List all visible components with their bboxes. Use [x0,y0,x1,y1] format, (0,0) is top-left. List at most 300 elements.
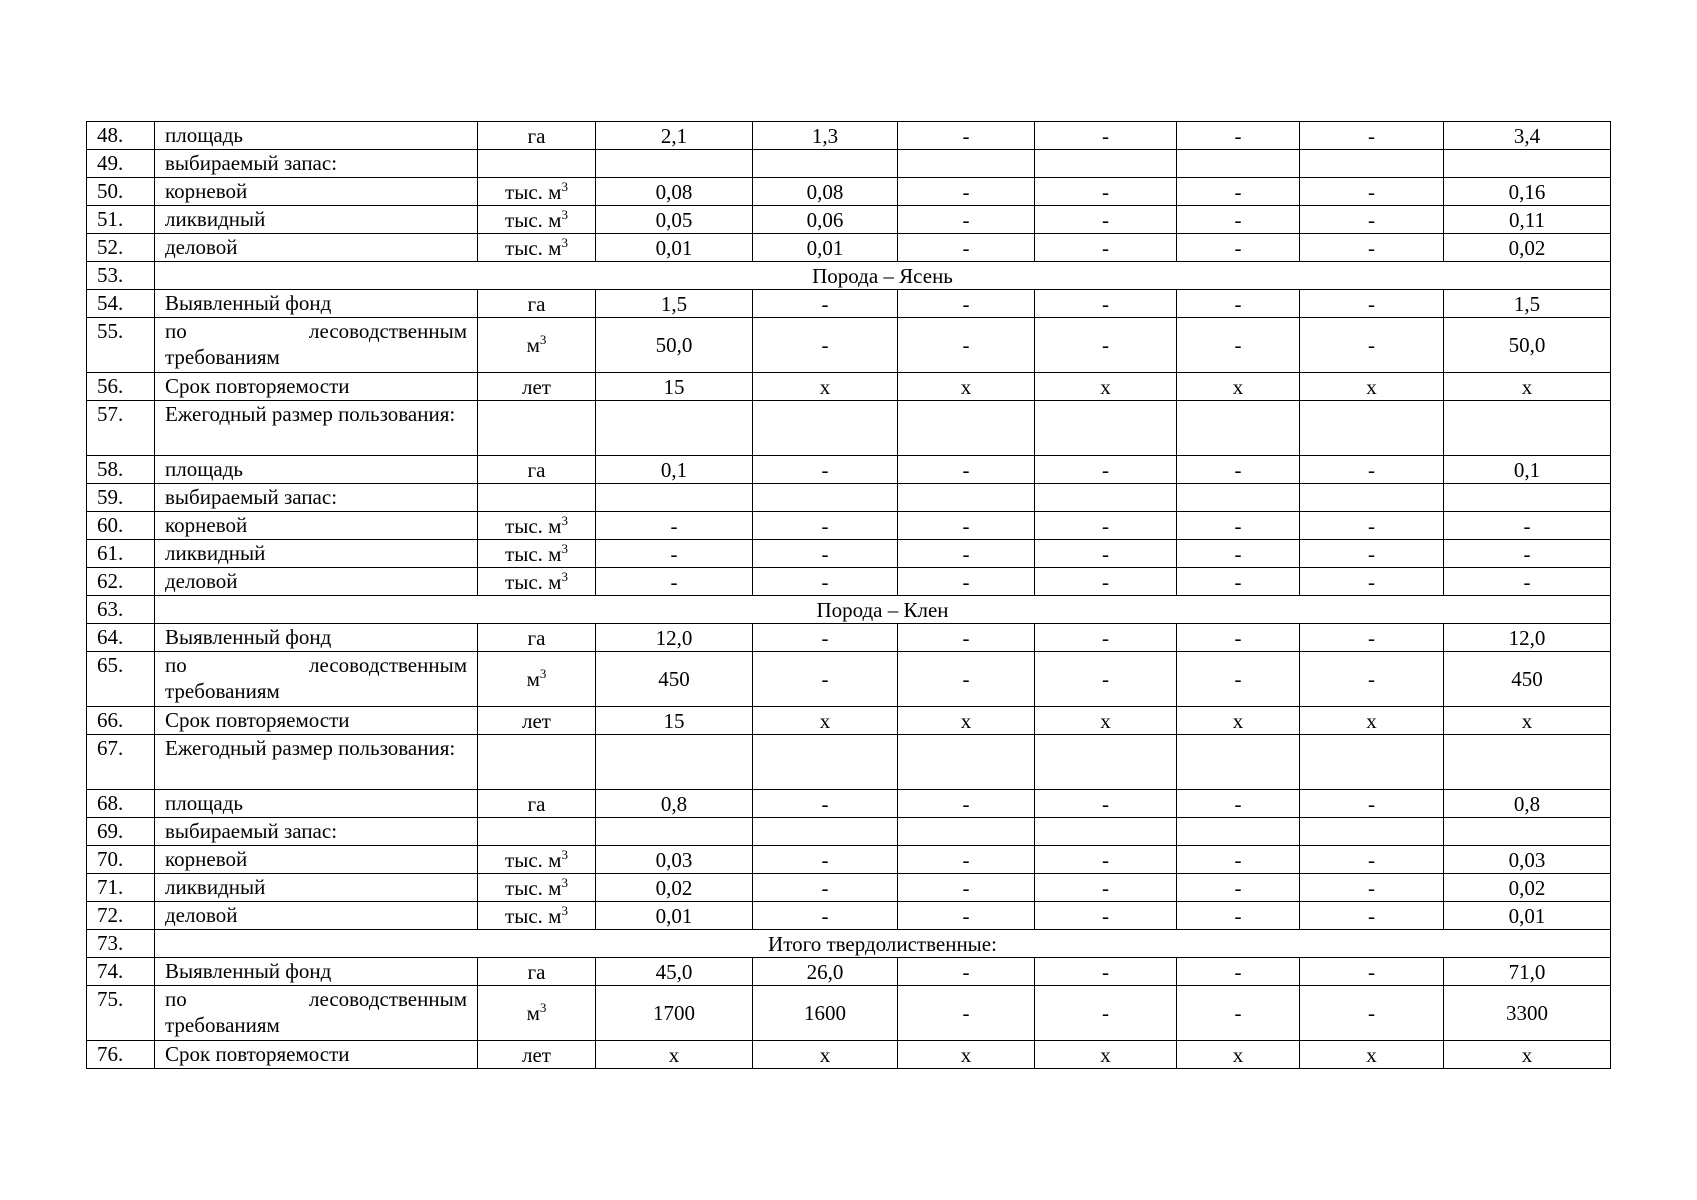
value-cell: 0,02 [1444,874,1611,902]
row-number: 60. [87,512,155,540]
value-cell: 1,5 [1444,290,1611,318]
value-cell: - [753,624,898,652]
row-number: 75. [87,986,155,1041]
value-cell: - [753,540,898,568]
value-cell [1035,735,1177,790]
value-cell: - [753,874,898,902]
unit-cell [478,318,596,373]
row-number: 68. [87,790,155,818]
value-cell: 12,0 [596,624,753,652]
value-cell: 0,02 [1444,234,1611,262]
value-cell: 0,01 [596,234,753,262]
indicator-name: по лесоводственным требованиям [155,318,478,373]
indicator-name: ликвидный [155,540,478,568]
value-cell: - [898,456,1035,484]
value-cell: - [898,540,1035,568]
value-cell: - [1300,624,1444,652]
value-cell: - [1300,206,1444,234]
value-cell: х [1444,1041,1611,1069]
value-cell: х [1035,707,1177,735]
value-cell: х [898,373,1035,401]
value-cell: - [898,234,1035,262]
value-cell: х [1300,707,1444,735]
value-cell: - [1300,568,1444,596]
value-cell: - [1035,624,1177,652]
unit-label: м [526,1001,540,1025]
value-cell: - [1444,512,1611,540]
value-cell: х [1300,1041,1444,1069]
unit-label: га [527,625,546,650]
value-cell: - [1177,652,1300,707]
unit-label: м [526,333,540,357]
indicator-name: Срок повторяемости [155,1041,478,1069]
table-body [87,122,1611,1069]
row-number: 49. [87,150,155,178]
value-cell: - [1177,178,1300,206]
value-cell: 0,16 [1444,178,1611,206]
value-cell: - [1300,874,1444,902]
value-cell: - [898,122,1035,150]
indicator-name: корневой [155,846,478,874]
value-cell: - [1300,652,1444,707]
indicator-name: выбираемый запас: [155,818,478,846]
indicator-name: Срок повторяемости [155,707,478,735]
value-cell: 0,02 [596,874,753,902]
table-row [87,456,1611,484]
unit-cell [478,790,596,818]
value-cell: - [1300,512,1444,540]
value-cell: - [1035,540,1177,568]
value-cell [898,150,1035,178]
value-cell: х [1177,1041,1300,1069]
value-cell: - [1300,234,1444,262]
table-row [87,986,1611,1041]
value-cell: - [1177,318,1300,373]
value-cell: - [753,790,898,818]
value-cell [898,818,1035,846]
value-cell [596,484,753,512]
row-number: 50. [87,178,155,206]
value-cell: 26,0 [753,958,898,986]
value-cell [1035,401,1177,456]
value-cell: - [1177,986,1300,1041]
row-number: 58. [87,456,155,484]
value-cell [1177,484,1300,512]
section-row [87,930,1611,958]
unit-label: тыс. м [505,179,562,204]
row-number: 54. [87,290,155,318]
value-cell: - [1444,540,1611,568]
value-cell: 2,1 [596,122,753,150]
indicator-name: деловой [155,234,478,262]
value-cell [1300,735,1444,790]
value-cell: - [1300,902,1444,930]
value-cell: - [753,318,898,373]
value-cell: 1600 [753,986,898,1041]
unit-exponent: 3 [561,178,568,194]
value-cell: 0,8 [1444,790,1611,818]
value-cell: - [753,846,898,874]
value-cell [1444,150,1611,178]
value-cell [1300,401,1444,456]
indicator-name: деловой [155,902,478,930]
value-cell [753,484,898,512]
value-cell: - [898,790,1035,818]
value-cell: - [898,902,1035,930]
unit-cell [478,568,596,596]
unit-cell [478,818,596,846]
value-cell: 1,3 [753,122,898,150]
value-cell [1300,150,1444,178]
value-cell: - [1177,846,1300,874]
unit-label: тыс. м [505,207,562,232]
value-cell: 0,03 [596,846,753,874]
table-row [87,318,1611,373]
unit-cell [478,122,596,150]
table-row [87,874,1611,902]
table-row [87,818,1611,846]
value-cell: х [1177,707,1300,735]
value-cell: 0,08 [753,178,898,206]
value-cell: - [753,456,898,484]
value-cell: - [1035,986,1177,1041]
row-number: 69. [87,818,155,846]
row-number: 63. [87,596,155,624]
unit-cell [478,540,596,568]
value-cell: х [753,1041,898,1069]
unit-exponent: 3 [539,1000,547,1015]
value-cell: 0,03 [1444,846,1611,874]
unit-exponent: 3 [561,234,568,250]
value-cell: - [1177,874,1300,902]
value-cell: - [596,540,753,568]
value-cell: 0,01 [753,234,898,262]
value-cell: - [1035,790,1177,818]
row-number: 66. [87,707,155,735]
unit-cell [478,512,596,540]
table-row [87,790,1611,818]
indicator-name: корневой [155,178,478,206]
section-row [87,262,1611,290]
value-cell: - [1300,540,1444,568]
row-number: 67. [87,735,155,790]
value-cell: - [898,512,1035,540]
value-cell: 45,0 [596,958,753,986]
unit-cell [478,401,596,456]
value-cell: - [1177,512,1300,540]
value-cell: - [1035,652,1177,707]
indicator-name: Выявленный фонд [155,624,478,652]
value-cell: х [753,707,898,735]
row-number: 73. [87,930,155,958]
indicator-name: площадь [155,456,478,484]
value-cell [1444,401,1611,456]
unit-cell [478,456,596,484]
indicator-name: Выявленный фонд [155,958,478,986]
value-cell: 12,0 [1444,624,1611,652]
value-cell [1300,484,1444,512]
value-cell: - [1177,624,1300,652]
value-cell [1177,818,1300,846]
value-cell: 0,05 [596,206,753,234]
value-cell: - [898,846,1035,874]
value-cell: х [1444,707,1611,735]
unit-cell [478,290,596,318]
value-cell [1177,150,1300,178]
value-cell: - [753,652,898,707]
table-row [87,902,1611,930]
value-cell: х [1444,373,1611,401]
value-cell: - [1300,290,1444,318]
value-cell: - [898,986,1035,1041]
row-number: 56. [87,373,155,401]
value-cell: х [898,707,1035,735]
unit-cell [478,902,596,930]
value-cell: х [898,1041,1035,1069]
value-cell: 15 [596,373,753,401]
value-cell [753,735,898,790]
unit-label: га [527,457,546,482]
value-cell: - [1177,568,1300,596]
table-row [87,1041,1611,1069]
value-cell: - [1035,512,1177,540]
table-row [87,846,1611,874]
value-cell [1444,484,1611,512]
row-number: 65. [87,652,155,707]
value-cell: - [1300,846,1444,874]
indicator-name: по лесоводственным требованиям [155,652,478,707]
indicator-name: ликвидный [155,206,478,234]
value-cell: - [1177,540,1300,568]
table-row [87,290,1611,318]
value-cell: 0,08 [596,178,753,206]
value-cell: 0,8 [596,790,753,818]
unit-label: га [527,123,546,148]
unit-label: тыс. м [505,847,562,872]
value-cell: 15 [596,707,753,735]
value-cell: - [1177,122,1300,150]
indicator-name: Выявленный фонд [155,290,478,318]
value-cell: х [753,373,898,401]
unit-label: лет [522,374,551,399]
value-cell: - [1300,456,1444,484]
unit-cell [478,178,596,206]
table-row [87,540,1611,568]
unit-label: тыс. м [505,541,562,566]
unit-cell [478,707,596,735]
value-cell: - [898,874,1035,902]
indicator-name: Ежегодный размер пользования: [155,735,478,790]
unit-cell [478,846,596,874]
value-cell: - [898,178,1035,206]
value-cell [898,484,1035,512]
value-cell: 1700 [596,986,753,1041]
unit-label: га [527,791,546,816]
value-cell: - [898,290,1035,318]
table-row [87,401,1611,456]
unit-label: тыс. м [505,235,562,260]
row-number: 55. [87,318,155,373]
table-row [87,234,1611,262]
unit-cell [478,986,596,1041]
unit-exponent: 3 [539,666,547,681]
indicator-name: корневой [155,512,478,540]
value-cell: - [898,568,1035,596]
value-cell [1444,818,1611,846]
row-number: 59. [87,484,155,512]
value-cell: - [1177,234,1300,262]
table-row [87,652,1611,707]
unit-exponent: 3 [561,874,568,890]
unit-cell [478,150,596,178]
value-cell [753,818,898,846]
forest-use-table [86,121,1611,1069]
value-cell: - [753,568,898,596]
table-row [87,568,1611,596]
unit-label: м [526,667,540,691]
unit-exponent: 3 [561,902,568,918]
table-row [87,624,1611,652]
value-cell [1177,401,1300,456]
row-number: 76. [87,1041,155,1069]
value-cell: - [1300,790,1444,818]
value-cell: 0,06 [753,206,898,234]
value-cell: х [1035,1041,1177,1069]
table-row [87,484,1611,512]
unit-cell [478,1041,596,1069]
value-cell: 3300 [1444,986,1611,1041]
value-cell: - [753,290,898,318]
value-cell [753,150,898,178]
value-cell: - [898,652,1035,707]
indicator-name: по лесоводственным требованиям [155,986,478,1041]
value-cell: - [1035,318,1177,373]
unit-exponent: 3 [561,568,568,584]
value-cell: - [1300,122,1444,150]
table-row [87,150,1611,178]
row-number: 72. [87,902,155,930]
value-cell: - [1300,986,1444,1041]
unit-cell [478,234,596,262]
value-cell [1035,818,1177,846]
value-cell: - [596,512,753,540]
value-cell [1300,818,1444,846]
value-cell: - [753,512,898,540]
unit-cell [478,373,596,401]
value-cell: - [1035,206,1177,234]
unit-exponent: 3 [561,846,568,862]
value-cell: - [1300,318,1444,373]
value-cell: - [1444,568,1611,596]
value-cell: х [596,1041,753,1069]
unit-label: га [527,959,546,984]
value-cell: 0,01 [1444,902,1611,930]
unit-cell [478,624,596,652]
indicator-name: площадь [155,790,478,818]
value-cell: - [1177,902,1300,930]
indicator-name: ликвидный [155,874,478,902]
section-title: Порода – Клен [155,596,1611,624]
row-number: 53. [87,262,155,290]
value-cell [753,401,898,456]
value-cell: - [1177,206,1300,234]
unit-exponent: 3 [561,540,568,556]
value-cell: - [1300,958,1444,986]
value-cell: 450 [1444,652,1611,707]
value-cell: - [596,568,753,596]
unit-exponent: 3 [539,332,547,347]
value-cell: 0,11 [1444,206,1611,234]
indicator-name: площадь [155,122,478,150]
unit-cell [478,206,596,234]
section-row [87,596,1611,624]
section-title: Итого твердолиственные: [155,930,1611,958]
unit-cell [478,484,596,512]
value-cell: - [1177,456,1300,484]
unit-label: тыс. м [505,903,562,928]
value-cell: - [1035,846,1177,874]
value-cell: 0,01 [596,902,753,930]
row-number: 52. [87,234,155,262]
indicator-name: Срок повторяемости [155,373,478,401]
value-cell: - [1035,874,1177,902]
value-cell: - [1177,790,1300,818]
value-cell [1035,484,1177,512]
value-cell: - [1177,958,1300,986]
unit-label: лет [522,708,551,733]
unit-cell [478,958,596,986]
unit-cell [478,652,596,707]
value-cell: - [898,624,1035,652]
value-cell: - [898,206,1035,234]
table-row [87,206,1611,234]
unit-cell [478,874,596,902]
value-cell [596,401,753,456]
value-cell: - [1300,178,1444,206]
value-cell [1035,150,1177,178]
table-row [87,373,1611,401]
unit-label: га [527,291,546,316]
value-cell: - [1035,902,1177,930]
unit-cell [478,735,596,790]
section-title: Порода – Ясень [155,262,1611,290]
value-cell: 450 [596,652,753,707]
value-cell: 1,5 [596,290,753,318]
value-cell: - [1035,290,1177,318]
unit-label: тыс. м [505,569,562,594]
value-cell: - [898,958,1035,986]
row-number: 57. [87,401,155,456]
unit-label: тыс. м [505,875,562,900]
unit-exponent: 3 [561,206,568,222]
indicator-name: деловой [155,568,478,596]
value-cell [898,401,1035,456]
table-row [87,122,1611,150]
indicator-name: выбираемый запас: [155,484,478,512]
value-cell: - [1035,568,1177,596]
unit-exponent: 3 [561,512,568,528]
unit-label: лет [522,1042,551,1067]
value-cell: 50,0 [596,318,753,373]
value-cell [596,150,753,178]
table-row [87,958,1611,986]
row-number: 62. [87,568,155,596]
row-number: 71. [87,874,155,902]
value-cell: - [1035,456,1177,484]
value-cell: - [1035,122,1177,150]
row-number: 74. [87,958,155,986]
row-number: 48. [87,122,155,150]
